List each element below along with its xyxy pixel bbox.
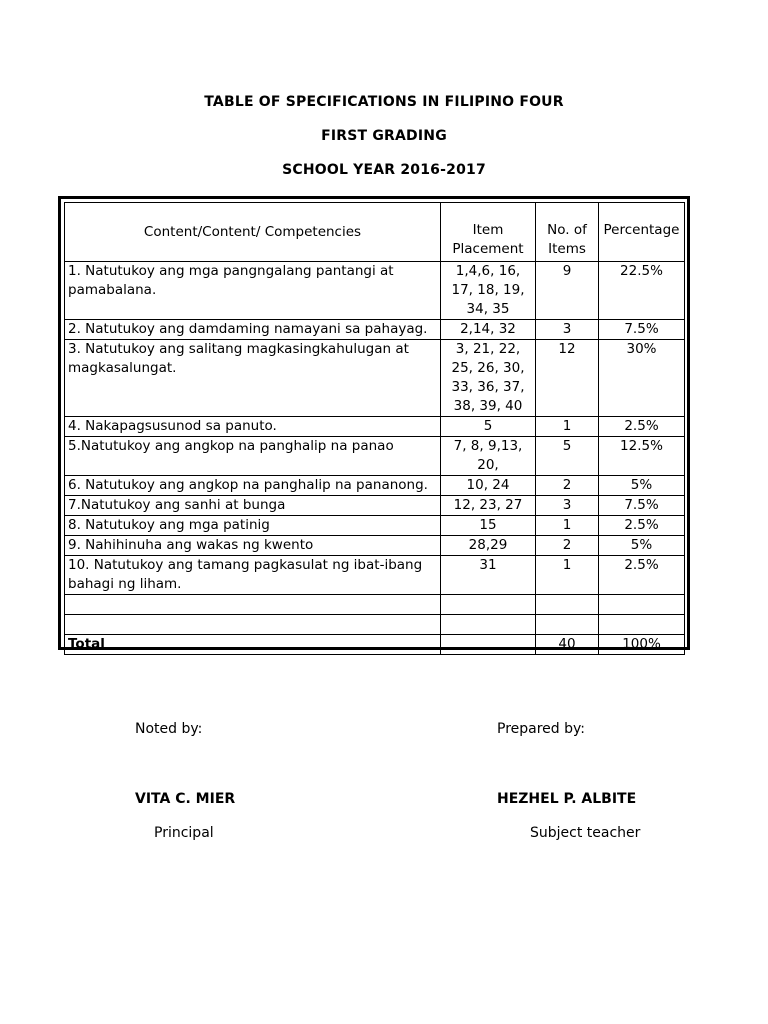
table-row bbox=[65, 556, 685, 595]
no-of-items-cell: 3 bbox=[536, 496, 599, 516]
competency-cell: 2. Natutukoy ang damdaming namayani sa pahayag. bbox=[65, 320, 441, 340]
school-year: SCHOOL YEAR 2016-2017 bbox=[282, 162, 486, 178]
empty-cell bbox=[65, 595, 441, 615]
percentage-cell: 2.5% bbox=[599, 417, 685, 437]
item-placement-cell: 15 bbox=[441, 516, 536, 536]
table-row bbox=[65, 516, 685, 536]
no-of-items-cell: 5 bbox=[536, 437, 599, 476]
competency-cell: 8. Natutukoy ang mga patinig bbox=[65, 516, 441, 536]
specification-table bbox=[64, 202, 685, 655]
table-header-row bbox=[65, 203, 685, 262]
empty-cell bbox=[65, 615, 441, 635]
header-competencies: Content/Content/ Competencies bbox=[65, 203, 441, 262]
table-row bbox=[65, 417, 685, 437]
item-placement-cell: 28,29 bbox=[441, 536, 536, 556]
total-items: 40 bbox=[536, 635, 599, 655]
table-row bbox=[65, 536, 685, 556]
percentage-cell: 2.5% bbox=[599, 556, 685, 595]
competency-cell: 1. Natutukoy ang mga pangngalang pantangi at pamabalana. bbox=[65, 262, 441, 320]
empty-cell bbox=[441, 615, 536, 635]
total-row bbox=[65, 635, 685, 655]
empty-row bbox=[65, 595, 685, 615]
percentage-cell: 7.5% bbox=[599, 320, 685, 340]
empty-row bbox=[65, 615, 685, 635]
competency-cell: 6. Natutukoy ang angkop na panghalip na pananong. bbox=[65, 476, 441, 496]
item-placement-cell: 12, 23, 27 bbox=[441, 496, 536, 516]
item-placement-cell: 31 bbox=[441, 556, 536, 595]
total-placement bbox=[441, 635, 536, 655]
competency-cell: 3. Natutukoy ang salitang magkasingkahulugan at magkasalungat. bbox=[65, 340, 441, 417]
empty-cell bbox=[599, 595, 685, 615]
no-of-items-cell: 9 bbox=[536, 262, 599, 320]
competency-cell: 10. Natutukoy ang tamang pagkasulat ng ibat-ibang bahagi ng liham. bbox=[65, 556, 441, 595]
total-percentage: 100% bbox=[599, 635, 685, 655]
document-title: TABLE OF SPECIFICATIONS IN FILIPINO FOUR bbox=[204, 94, 564, 110]
percentage-cell: 7.5% bbox=[599, 496, 685, 516]
specification-table-frame bbox=[58, 196, 690, 650]
prepared-by-role: Subject teacher bbox=[530, 825, 641, 841]
item-placement-cell: 2,14, 32 bbox=[441, 320, 536, 340]
empty-cell bbox=[536, 595, 599, 615]
header-item-placement: Item Placement bbox=[441, 203, 536, 262]
noted-by-label: Noted by: bbox=[135, 721, 203, 737]
item-placement-cell: 10, 24 bbox=[441, 476, 536, 496]
header-percentage: Percentage bbox=[599, 203, 685, 262]
table-row bbox=[65, 437, 685, 476]
competency-cell: 7.Natutukoy ang sanhi at bunga bbox=[65, 496, 441, 516]
no-of-items-cell: 1 bbox=[536, 417, 599, 437]
item-placement-cell: 7, 8, 9,13, 20, bbox=[441, 437, 536, 476]
table-row bbox=[65, 340, 685, 417]
table-row bbox=[65, 262, 685, 320]
table-row bbox=[65, 320, 685, 340]
table-row bbox=[65, 496, 685, 516]
no-of-items-cell: 12 bbox=[536, 340, 599, 417]
item-placement-cell: 1,4,6, 16, 17, 18, 19, 34, 35 bbox=[441, 262, 536, 320]
table-row bbox=[65, 476, 685, 496]
prepared-by-name: HEZHEL P. ALBITE bbox=[497, 791, 637, 807]
noted-by-role: Principal bbox=[154, 825, 214, 841]
item-placement-cell: 3, 21, 22, 25, 26, 30, 33, 36, 37, 38, 39, 40 bbox=[441, 340, 536, 417]
total-label: Total bbox=[65, 635, 441, 655]
empty-cell bbox=[536, 615, 599, 635]
percentage-cell: 22.5% bbox=[599, 262, 685, 320]
noted-by-name: VITA C. MIER bbox=[135, 791, 236, 807]
no-of-items-cell: 2 bbox=[536, 476, 599, 496]
percentage-cell: 30% bbox=[599, 340, 685, 417]
no-of-items-cell: 1 bbox=[536, 556, 599, 595]
competency-cell: 9. Nahihinuha ang wakas ng kwento bbox=[65, 536, 441, 556]
no-of-items-cell: 2 bbox=[536, 536, 599, 556]
no-of-items-cell: 1 bbox=[536, 516, 599, 536]
prepared-by-label: Prepared by: bbox=[497, 721, 585, 737]
header-no-of-items: No. of Items bbox=[536, 203, 599, 262]
percentage-cell: 5% bbox=[599, 536, 685, 556]
competency-cell: 5.Natutukoy ang angkop na panghalip na panao bbox=[65, 437, 441, 476]
percentage-cell: 2.5% bbox=[599, 516, 685, 536]
empty-cell bbox=[599, 615, 685, 635]
item-placement-cell: 5 bbox=[441, 417, 536, 437]
no-of-items-cell: 3 bbox=[536, 320, 599, 340]
empty-cell bbox=[441, 595, 536, 615]
percentage-cell: 5% bbox=[599, 476, 685, 496]
competency-cell: 4. Nakapagsusunod sa panuto. bbox=[65, 417, 441, 437]
grading-period: FIRST GRADING bbox=[321, 128, 447, 144]
percentage-cell: 12.5% bbox=[599, 437, 685, 476]
